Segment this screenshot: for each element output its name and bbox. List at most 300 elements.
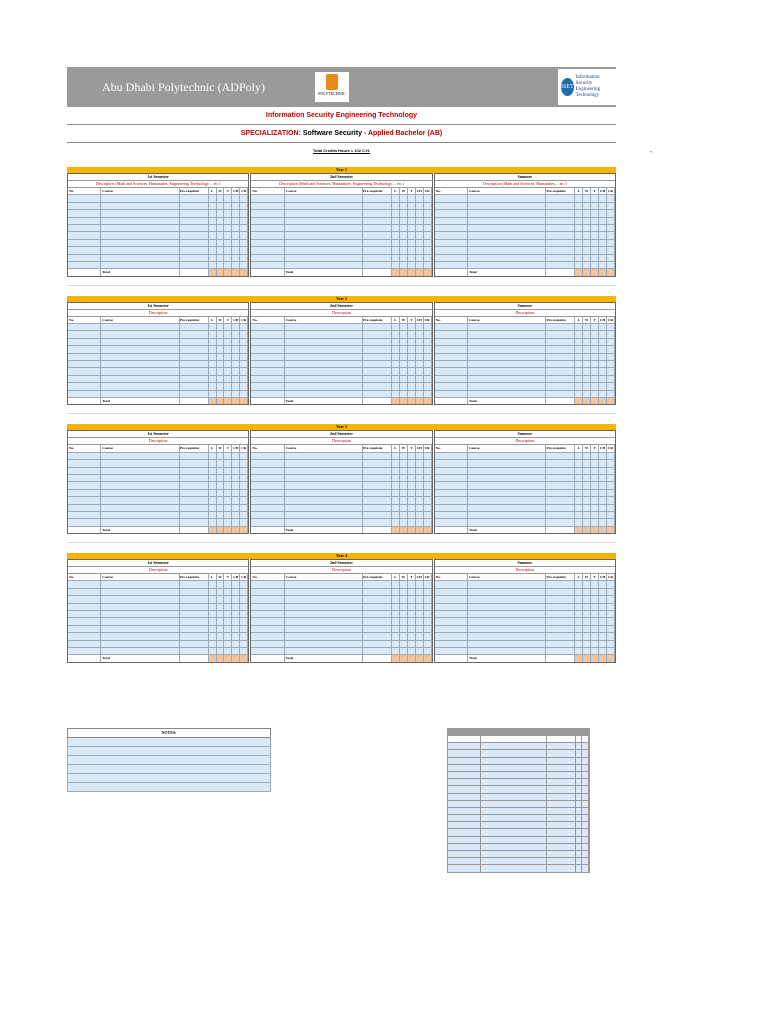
total-cell xyxy=(599,398,607,404)
cell xyxy=(599,505,607,511)
cell xyxy=(546,368,575,374)
cell xyxy=(240,255,248,261)
cell xyxy=(416,618,424,624)
total-row xyxy=(68,269,248,275)
semester-table xyxy=(434,559,616,663)
elective-row xyxy=(447,865,590,872)
course-row xyxy=(435,383,615,390)
course-row xyxy=(68,596,248,603)
course-row xyxy=(435,240,615,247)
cell xyxy=(232,633,240,639)
cell xyxy=(607,633,615,639)
cell xyxy=(240,648,248,654)
cell xyxy=(481,829,547,835)
cell xyxy=(217,195,225,201)
cell xyxy=(240,468,248,474)
cell xyxy=(591,596,599,602)
cell xyxy=(285,232,364,238)
cell xyxy=(217,512,225,518)
cell xyxy=(400,611,408,617)
semester-table xyxy=(250,559,432,663)
cell xyxy=(546,468,575,474)
cell xyxy=(547,822,576,828)
cell xyxy=(424,482,432,488)
cell xyxy=(416,339,424,345)
polytechnic-logo xyxy=(315,72,349,102)
cell xyxy=(101,641,180,647)
cell xyxy=(217,618,225,624)
cell xyxy=(240,240,248,246)
semester-name: 2nd Semester xyxy=(251,431,431,438)
cell xyxy=(468,391,547,397)
course-row xyxy=(68,497,248,504)
cell xyxy=(481,765,547,771)
cell xyxy=(363,210,392,216)
cell xyxy=(217,232,225,238)
course-row xyxy=(68,490,248,497)
cell xyxy=(400,361,408,367)
cell xyxy=(599,604,607,610)
total-cell xyxy=(583,398,591,404)
cell xyxy=(251,648,284,654)
cell xyxy=(583,354,591,360)
cell xyxy=(424,240,432,246)
total-cell xyxy=(416,655,424,661)
cell xyxy=(363,497,392,503)
cell xyxy=(481,844,547,850)
total-row xyxy=(435,269,615,275)
cell xyxy=(468,354,547,360)
column-header: Course xyxy=(468,188,547,194)
cell xyxy=(424,339,432,345)
cell xyxy=(232,346,240,352)
cell xyxy=(468,468,547,474)
cell xyxy=(582,851,589,857)
cell xyxy=(424,648,432,654)
cell xyxy=(224,641,232,647)
cell xyxy=(607,460,615,466)
column-header: W xyxy=(217,574,225,580)
cell xyxy=(217,247,225,253)
cell xyxy=(591,648,599,654)
course-row xyxy=(435,218,615,225)
cell xyxy=(251,527,284,533)
course-row xyxy=(435,512,615,519)
cell xyxy=(408,604,416,610)
cell xyxy=(217,505,225,511)
column-header: Course xyxy=(101,317,180,323)
year-label: Year 1 xyxy=(67,167,616,173)
cell xyxy=(217,596,225,602)
cell xyxy=(285,604,364,610)
cell xyxy=(285,354,364,360)
course-row xyxy=(435,453,615,460)
cell xyxy=(232,255,240,261)
cell xyxy=(435,468,468,474)
course-row xyxy=(435,589,615,596)
cell xyxy=(392,596,400,602)
cell xyxy=(363,482,392,488)
column-header-row xyxy=(68,574,248,581)
cell xyxy=(416,255,424,261)
course-row xyxy=(68,468,248,475)
cell xyxy=(591,626,599,632)
cell xyxy=(546,655,575,661)
cell xyxy=(583,497,591,503)
cell xyxy=(468,589,547,595)
cell xyxy=(251,232,284,238)
column-header-row xyxy=(251,317,431,324)
cell xyxy=(546,611,575,617)
cell xyxy=(408,641,416,647)
cell xyxy=(583,218,591,224)
column-header: No. xyxy=(251,317,284,323)
cell xyxy=(547,837,576,843)
cell xyxy=(285,468,364,474)
column-header: L xyxy=(209,445,217,451)
course-row xyxy=(435,468,615,475)
semester-table xyxy=(434,302,616,406)
course-row xyxy=(435,475,615,482)
cell xyxy=(576,765,583,771)
cell xyxy=(435,490,468,496)
cell xyxy=(599,648,607,654)
cell xyxy=(180,527,209,533)
course-row xyxy=(68,368,248,375)
course-row xyxy=(251,618,431,625)
cell xyxy=(240,346,248,352)
cell xyxy=(591,255,599,261)
total-cell xyxy=(217,269,225,275)
cell xyxy=(591,641,599,647)
cell xyxy=(180,596,209,602)
cell xyxy=(251,354,284,360)
cell xyxy=(468,324,547,330)
cell xyxy=(582,743,589,749)
cell xyxy=(224,354,232,360)
cell xyxy=(435,482,468,488)
cell xyxy=(416,247,424,253)
column-header: CH xyxy=(599,317,606,322)
cell xyxy=(232,453,240,459)
cell xyxy=(583,648,591,654)
total-cell xyxy=(400,269,408,275)
cell xyxy=(285,324,364,330)
cell xyxy=(481,851,547,857)
course-row xyxy=(68,225,248,232)
cell xyxy=(285,203,364,209)
column-header: CH xyxy=(416,575,422,580)
cell xyxy=(251,589,284,595)
cell xyxy=(408,247,416,253)
cell xyxy=(224,581,232,587)
course-row xyxy=(251,633,431,640)
cell xyxy=(232,589,240,595)
total-cell xyxy=(583,527,591,533)
course-row xyxy=(435,262,615,269)
cell xyxy=(599,354,607,360)
cell xyxy=(180,475,209,481)
cell xyxy=(575,262,583,268)
cell xyxy=(232,203,240,209)
polytechnic-logo-icon xyxy=(326,74,338,90)
total-cell xyxy=(583,655,591,661)
cell xyxy=(575,505,583,511)
cell xyxy=(408,460,416,466)
cell xyxy=(232,361,240,367)
cell xyxy=(180,505,209,511)
cell xyxy=(392,611,400,617)
cell xyxy=(363,648,392,654)
total-label: Total xyxy=(285,527,364,533)
cell xyxy=(408,618,416,624)
cell xyxy=(101,505,180,511)
course-row xyxy=(251,376,431,383)
column-header-row xyxy=(68,188,248,195)
cell xyxy=(575,225,583,231)
semester-table xyxy=(250,173,432,277)
cell xyxy=(363,475,392,481)
cell xyxy=(209,512,217,518)
cell xyxy=(68,482,101,488)
course-row xyxy=(251,361,431,368)
cell xyxy=(575,339,583,345)
cell xyxy=(101,368,180,374)
cell xyxy=(101,626,180,632)
cell xyxy=(599,203,607,209)
cell xyxy=(583,611,591,617)
cell xyxy=(575,368,583,374)
cell xyxy=(435,604,468,610)
cell xyxy=(583,195,591,201)
column-header-row xyxy=(251,574,431,581)
total-cell xyxy=(224,269,232,275)
column-header-row xyxy=(251,445,431,452)
cell xyxy=(68,596,101,602)
cell xyxy=(546,339,575,345)
course-row xyxy=(68,482,248,489)
cell xyxy=(575,490,583,496)
cell xyxy=(209,240,217,246)
term-row xyxy=(67,173,616,277)
course-row xyxy=(251,626,431,633)
cell xyxy=(363,589,392,595)
column-header: T xyxy=(408,188,416,194)
course-row xyxy=(251,581,431,588)
cell xyxy=(408,210,416,216)
cell xyxy=(591,361,599,367)
cell xyxy=(599,468,607,474)
cell xyxy=(576,743,583,749)
cell xyxy=(224,324,232,330)
cell xyxy=(392,368,400,374)
school-name: Abu Dhabi Polytechnic (ADPoly) xyxy=(102,80,265,94)
cell xyxy=(448,815,481,821)
semester-description: Description xyxy=(68,438,248,445)
cell xyxy=(209,468,217,474)
total-cell xyxy=(575,527,583,533)
column-header: Course xyxy=(285,574,364,580)
cell xyxy=(232,354,240,360)
cell xyxy=(599,339,607,345)
cell xyxy=(424,255,432,261)
cell xyxy=(424,361,432,367)
semester-name: Summer xyxy=(435,303,615,310)
cell xyxy=(448,829,481,835)
cell xyxy=(180,490,209,496)
cell xyxy=(416,626,424,632)
cell xyxy=(68,604,101,610)
column-header-row xyxy=(435,574,615,581)
cell xyxy=(481,750,547,756)
cell xyxy=(416,324,424,330)
cell xyxy=(101,331,180,337)
cell xyxy=(424,247,432,253)
cell xyxy=(101,453,180,459)
cell xyxy=(240,490,248,496)
cell xyxy=(400,376,408,382)
cell xyxy=(180,368,209,374)
cell xyxy=(240,324,248,330)
cell xyxy=(232,626,240,632)
column-header: CR xyxy=(607,317,614,322)
cell xyxy=(209,475,217,481)
cell xyxy=(435,262,468,268)
cell xyxy=(101,225,180,231)
cell xyxy=(251,368,284,374)
cell xyxy=(583,505,591,511)
cell xyxy=(392,354,400,360)
total-label: Total xyxy=(285,655,364,661)
cell xyxy=(68,453,101,459)
year-block xyxy=(67,542,616,663)
total-cell xyxy=(575,655,583,661)
cell xyxy=(400,618,408,624)
cell xyxy=(546,210,575,216)
cell xyxy=(285,240,364,246)
column-header: CR xyxy=(241,446,247,451)
cell xyxy=(416,195,424,201)
cell xyxy=(285,648,364,654)
cell xyxy=(591,611,599,617)
cell xyxy=(481,808,547,814)
cell xyxy=(575,354,583,360)
total-cell xyxy=(392,655,400,661)
cell xyxy=(468,240,547,246)
column-header: W xyxy=(217,445,225,451)
column-header: W xyxy=(400,574,408,580)
column-header: L xyxy=(575,445,583,451)
course-row xyxy=(435,490,615,497)
cell xyxy=(400,247,408,253)
column-header: CH xyxy=(416,317,422,322)
cell xyxy=(607,490,615,496)
cell xyxy=(392,460,400,466)
course-row xyxy=(251,331,431,338)
column-header: No. xyxy=(435,317,468,323)
course-row xyxy=(68,218,248,225)
column-header: No. xyxy=(435,445,468,451)
cell xyxy=(416,589,424,595)
elective-row xyxy=(447,772,590,779)
cell xyxy=(209,339,217,345)
cell xyxy=(408,391,416,397)
cell xyxy=(424,383,432,389)
cell xyxy=(392,339,400,345)
cell xyxy=(408,596,416,602)
semester-table xyxy=(67,430,249,534)
cell xyxy=(546,596,575,602)
cell xyxy=(68,195,101,201)
cell xyxy=(547,829,576,835)
cell xyxy=(363,218,392,224)
cell xyxy=(435,339,468,345)
cell xyxy=(575,641,583,647)
note-line xyxy=(67,783,271,792)
cell xyxy=(576,844,583,850)
course-row xyxy=(68,210,248,217)
cell xyxy=(251,376,284,382)
electives-title xyxy=(447,728,590,736)
column-header: CH xyxy=(416,446,422,451)
total-label: Total xyxy=(101,655,180,661)
course-row xyxy=(68,475,248,482)
cell xyxy=(448,750,481,756)
course-row xyxy=(435,581,615,588)
cell xyxy=(285,361,364,367)
cell xyxy=(68,218,101,224)
column-header: L xyxy=(392,574,400,580)
course-row xyxy=(251,519,431,526)
cell xyxy=(481,779,547,785)
cell xyxy=(424,468,432,474)
cell xyxy=(435,331,468,337)
cell xyxy=(481,758,547,764)
course-row xyxy=(68,648,248,655)
cell xyxy=(363,376,392,382)
total-cell xyxy=(416,398,424,404)
cell xyxy=(224,505,232,511)
cell xyxy=(392,240,400,246)
cell xyxy=(180,641,209,647)
column-header: W xyxy=(400,445,408,451)
cell xyxy=(251,225,284,231)
cell xyxy=(240,195,248,201)
cell xyxy=(400,475,408,481)
cell xyxy=(424,354,432,360)
cell xyxy=(240,633,248,639)
cell xyxy=(180,581,209,587)
cell xyxy=(435,361,468,367)
cell xyxy=(392,633,400,639)
cell xyxy=(400,581,408,587)
note-line xyxy=(67,747,271,756)
cell xyxy=(68,225,101,231)
cell xyxy=(224,596,232,602)
cell xyxy=(546,240,575,246)
column-header-row xyxy=(68,317,248,324)
course-row xyxy=(435,626,615,633)
cell xyxy=(546,527,575,533)
cell xyxy=(180,262,209,268)
cell xyxy=(392,505,400,511)
cell xyxy=(400,497,408,503)
cell xyxy=(209,218,217,224)
course-row xyxy=(68,519,248,526)
column-header: CH xyxy=(233,317,239,322)
cell xyxy=(468,626,547,632)
total-cell xyxy=(209,655,217,661)
